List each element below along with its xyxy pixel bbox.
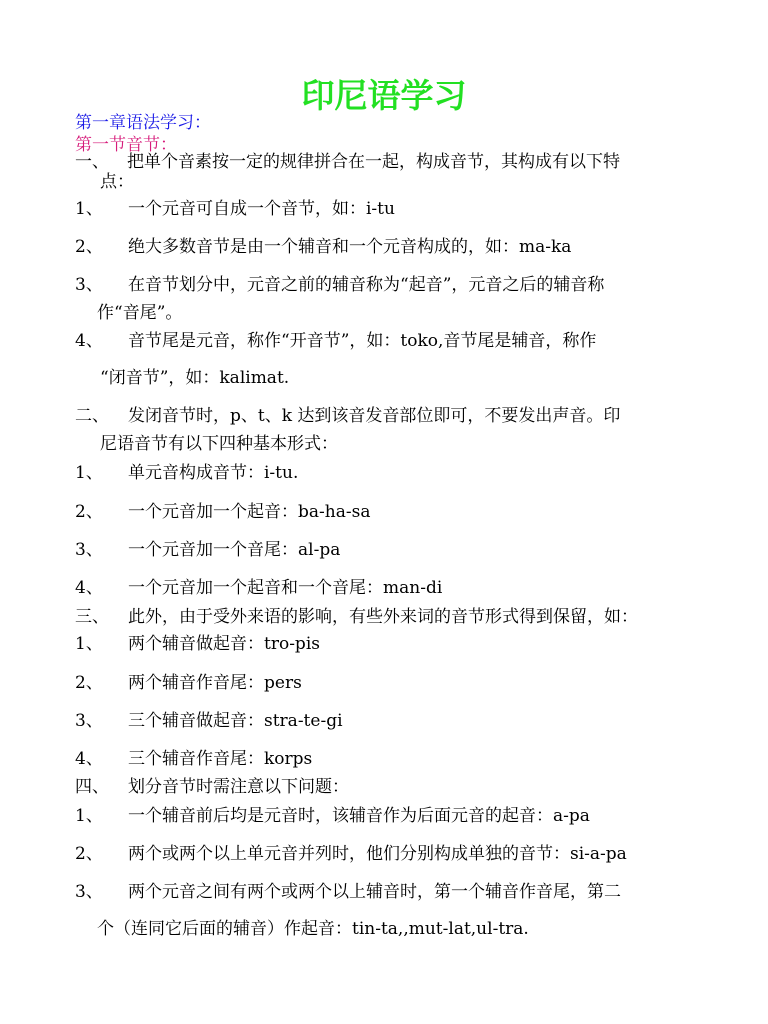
item-number: 4、 — [75, 578, 103, 598]
page-title: 印尼语学习 — [301, 76, 467, 115]
item-text: 此外，由于受外来语的影响，有些外来词的音节形式得到保留，如： — [128, 607, 638, 627]
item-continuation: 点： — [100, 172, 134, 192]
item-text: 三个辅音做起音：stra-te-gi — [128, 711, 343, 731]
item-number: 1、 — [75, 634, 103, 654]
item-number: 4、 — [75, 331, 103, 351]
item-text: 一个辅音前后均是元音时，该辅音作为后面元音的起音：a-pa — [128, 806, 590, 826]
item-text: 三个辅音作音尾：korps — [128, 749, 313, 769]
item-text: 两个辅音作音尾：pers — [128, 673, 302, 693]
item-text: 一个元音加一个起音：ba-ha-sa — [128, 502, 371, 522]
item-number: 四、 — [75, 777, 109, 797]
item-text: 发闭音节时，p、t、k 达到该音发音部位即可，不要发出声音。印 — [128, 406, 621, 426]
item-text: 绝大多数音节是由一个辅音和一个元音构成的，如：ma-ka — [128, 237, 572, 257]
item-number: 3、 — [75, 711, 103, 731]
item-number: 1、 — [75, 806, 103, 826]
item-number: 2、 — [75, 502, 103, 522]
item-number: 2、 — [75, 237, 103, 257]
item-text: 把单个音素按一定的规律拼合在一起，构成音节，其构成有以下特 — [127, 152, 620, 172]
item-text: 一个元音加一个起音和一个音尾：man-di — [128, 578, 443, 598]
item-number: 4、 — [75, 749, 103, 769]
item-number: 二、 — [75, 406, 109, 426]
item-number: 1、 — [75, 463, 103, 483]
item-number: 3、 — [75, 275, 103, 295]
item-number: 1、 — [75, 199, 103, 219]
item-continuation: “闭音节”，如：kalimat. — [100, 368, 290, 388]
item-number: 2、 — [75, 844, 103, 864]
item-text: 在音节划分中，元音之前的辅音称为“起音”，元音之后的辅音称 — [128, 275, 605, 295]
section-heading: 第一节音节： — [75, 135, 177, 155]
item-text: 一个元音加一个音尾：al-pa — [128, 540, 341, 560]
item-number: 三、 — [75, 607, 109, 627]
item-text: 音节尾是元音，称作“开音节”，如：toko,音节尾是辅音，称作 — [128, 331, 597, 351]
item-text: 一个元音可自成一个音节，如：i-tu — [128, 199, 395, 219]
item-text: 两个或两个以上单元音并列时，他们分别构成单独的音节：si-a-pa — [128, 844, 627, 864]
chapter-heading: 第一章语法学习： — [75, 113, 211, 133]
item-number: 一、 — [75, 152, 109, 172]
item-text: 单元音构成音节：i-tu. — [128, 463, 299, 483]
item-number: 3、 — [75, 882, 103, 902]
item-number: 3、 — [75, 540, 103, 560]
item-text: 两个元音之间有两个或两个以上辅音时，第一个辅音作音尾，第二 — [128, 882, 621, 902]
item-text: 划分音节时需注意以下问题： — [128, 777, 349, 797]
item-text: 两个辅音做起音：tro-pis — [128, 634, 320, 654]
item-continuation: 尼语音节有以下四种基本形式： — [100, 434, 338, 454]
item-number: 2、 — [75, 673, 103, 693]
item-continuation: 作“音尾”。 — [97, 303, 183, 323]
item-continuation: 个（连同它后面的辅音）作起音：tin-ta,,mut-lat,ul-tra. — [97, 919, 529, 939]
